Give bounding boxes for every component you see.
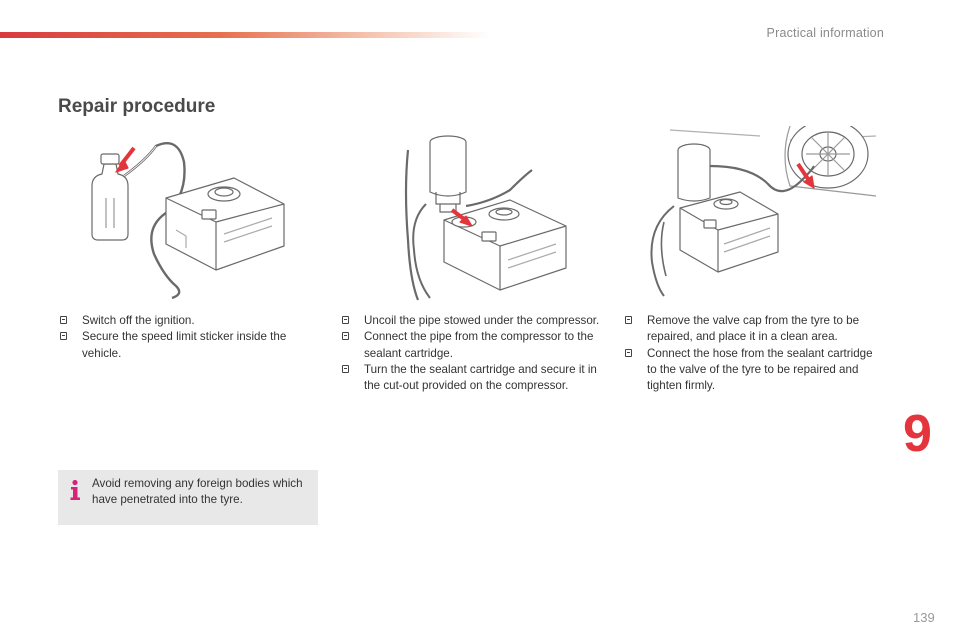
chapter-number: 9 (903, 405, 932, 463)
page-number: 139 (913, 610, 935, 625)
info-icon (67, 479, 83, 501)
list-item: Connect the hose from the sealant cartridge to the valve of the tyre to be repaired and tighten firmly. (623, 346, 885, 395)
steps-column-2 (340, 313, 602, 394)
list-item: Switch off the ignition. (58, 313, 298, 329)
page-heading: Repair procedure (58, 96, 216, 117)
list-item: Uncoil the pipe stowed under the compressor. (340, 313, 602, 329)
list-item: Secure the speed limit sticker inside the vehicle. (58, 329, 298, 362)
list-item: Connect the pipe from the compressor to the sealant cartridge. (340, 329, 602, 362)
checkbox-bullet-icon (625, 316, 632, 324)
list-item: Remove the valve cap from the tyre to be repaired, and place it in a clean area. (623, 313, 885, 346)
checkbox-bullet-icon (342, 316, 349, 324)
compressor-cartridge-illustration (400, 130, 600, 305)
checkbox-bullet-icon (342, 332, 349, 340)
info-note-text: Avoid removing any foreign bodies which have penetrated into the tyre. (92, 477, 303, 507)
list-item: Turn the the sealant cartridge and secure it in the cut-out provided on the compressor. (340, 362, 602, 395)
steps-column-3 (623, 313, 885, 394)
checkbox-bullet-icon (625, 349, 632, 357)
checkbox-bullet-icon (342, 365, 349, 373)
compressor-sealant-bottle-illustration (86, 138, 296, 303)
compressor-tyre-valve-illustration (640, 126, 890, 301)
steps-column-1 (58, 313, 298, 362)
checkbox-bullet-icon (60, 316, 67, 324)
header-accent-bar (0, 32, 490, 38)
info-note (58, 470, 318, 525)
section-title: Practical information (766, 26, 884, 40)
checkbox-bullet-icon (60, 332, 67, 340)
